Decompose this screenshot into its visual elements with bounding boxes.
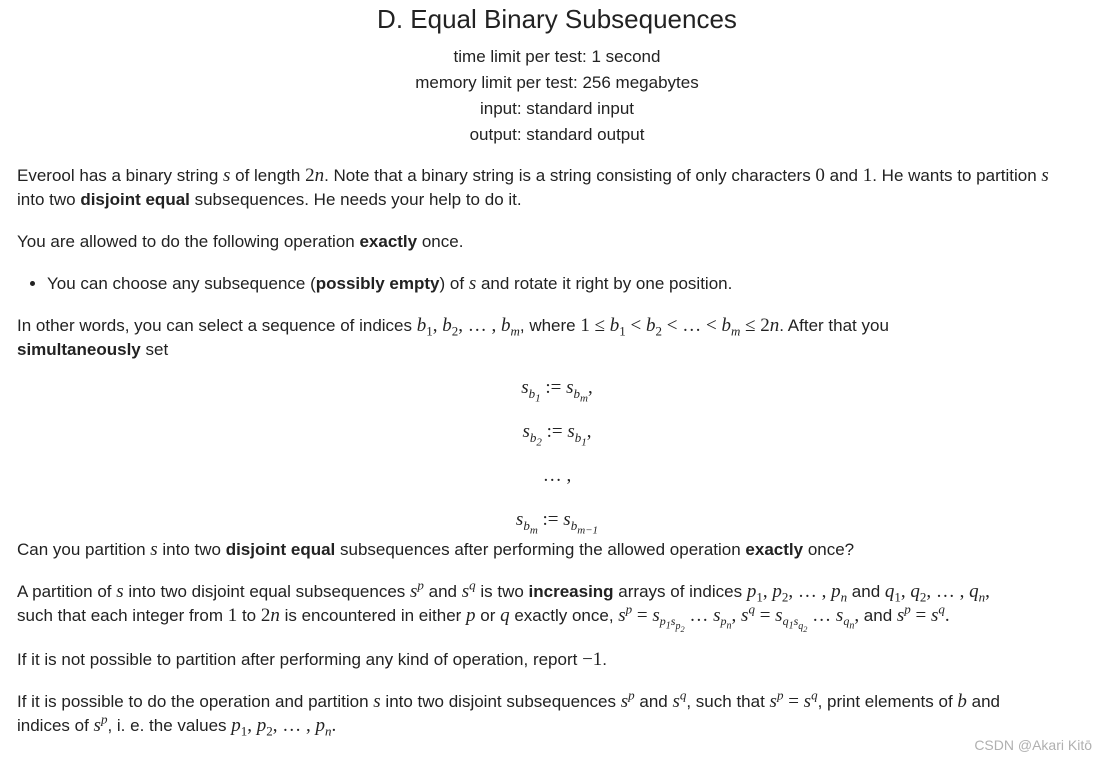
memory-limit: memory limit per test: 256 megabytes [415, 73, 699, 92]
formula-line-4: $s_{b_m}$ := $s_{b_{m-1}}$ [515, 509, 599, 537]
input-spec: input: standard input [479, 99, 635, 118]
output-spec: output: standard output [469, 125, 645, 144]
formula-line-2: $s_{b_2}$ := $s_{b_1}$, [522, 421, 592, 449]
watermark: CSDN @Akari Kitō [974, 737, 1092, 753]
paragraph-operation: You are allowed to do the following operation exactly once. [17, 232, 464, 251]
list-item: • You can choose any subsequence (possibly empty) of s and rotate it right by one position. [47, 272, 1097, 296]
problem-limits [17, 44, 1097, 148]
formula-line-3: … , [542, 465, 572, 486]
operation-list [17, 272, 1097, 296]
paragraph-output: If it is possible to do the operation and partition s into two disjoint subsequences $s^p$ and $s^q$, such that $s^p = s^q$, print elements of b and indices of $s^p$, i. e. the values $p_1$, $p_2$, … , $p_n$. [17, 687, 1000, 739]
paragraph-intro: Everool has a binary string s of length 2n. Note that a binary string is a string consisting of only characters 0 and 1. He wants to partition s into two disjoint equal subsequences. He needs your help to do it. [17, 165, 1049, 209]
problem-statement [17, 0, 1097, 756]
paragraph-impossible: If it is not possible to partition after performing any kind of operation, report −1. [17, 648, 608, 670]
problem-title: D. Equal Binary Subsequences [377, 4, 737, 34]
time-limit: time limit per test: 1 second [453, 47, 661, 66]
paragraph-question: Can you partition s into two disjoint equal subsequences after performing the allowed operation exactly once? [17, 539, 855, 560]
paragraph-partition-def: A partition of s into two disjoint equal subsequences $s^p$ and $s^q$ is two increasing arrays of indices $p_1$, $p_2$, … , $p_n$ and $q_1$, $q_2$, … , $q_n$, such that each integer from 1 to 2n is encountered in either p or q exactly once, $s^p = s_{p_1s_{p_2}}$ … $s_{p_n}$, $s^q = s_{q_1s_{q_2}}$ … $s_{q_n}$, and $s^p = s^q$. [17, 577, 990, 634]
paragraph-indices: In other words, you can select a sequence of indices $b_1$, $b_2$, … , $b_m$, where $1 \le b_1 < b_2$ < … < $b_m \le 2n$. After that you simultaneously set [17, 315, 889, 359]
formula-line-1: $s_{b_1}$ := $s_{b_m}$, [521, 377, 593, 405]
assignment-formulas [17, 376, 1097, 537]
